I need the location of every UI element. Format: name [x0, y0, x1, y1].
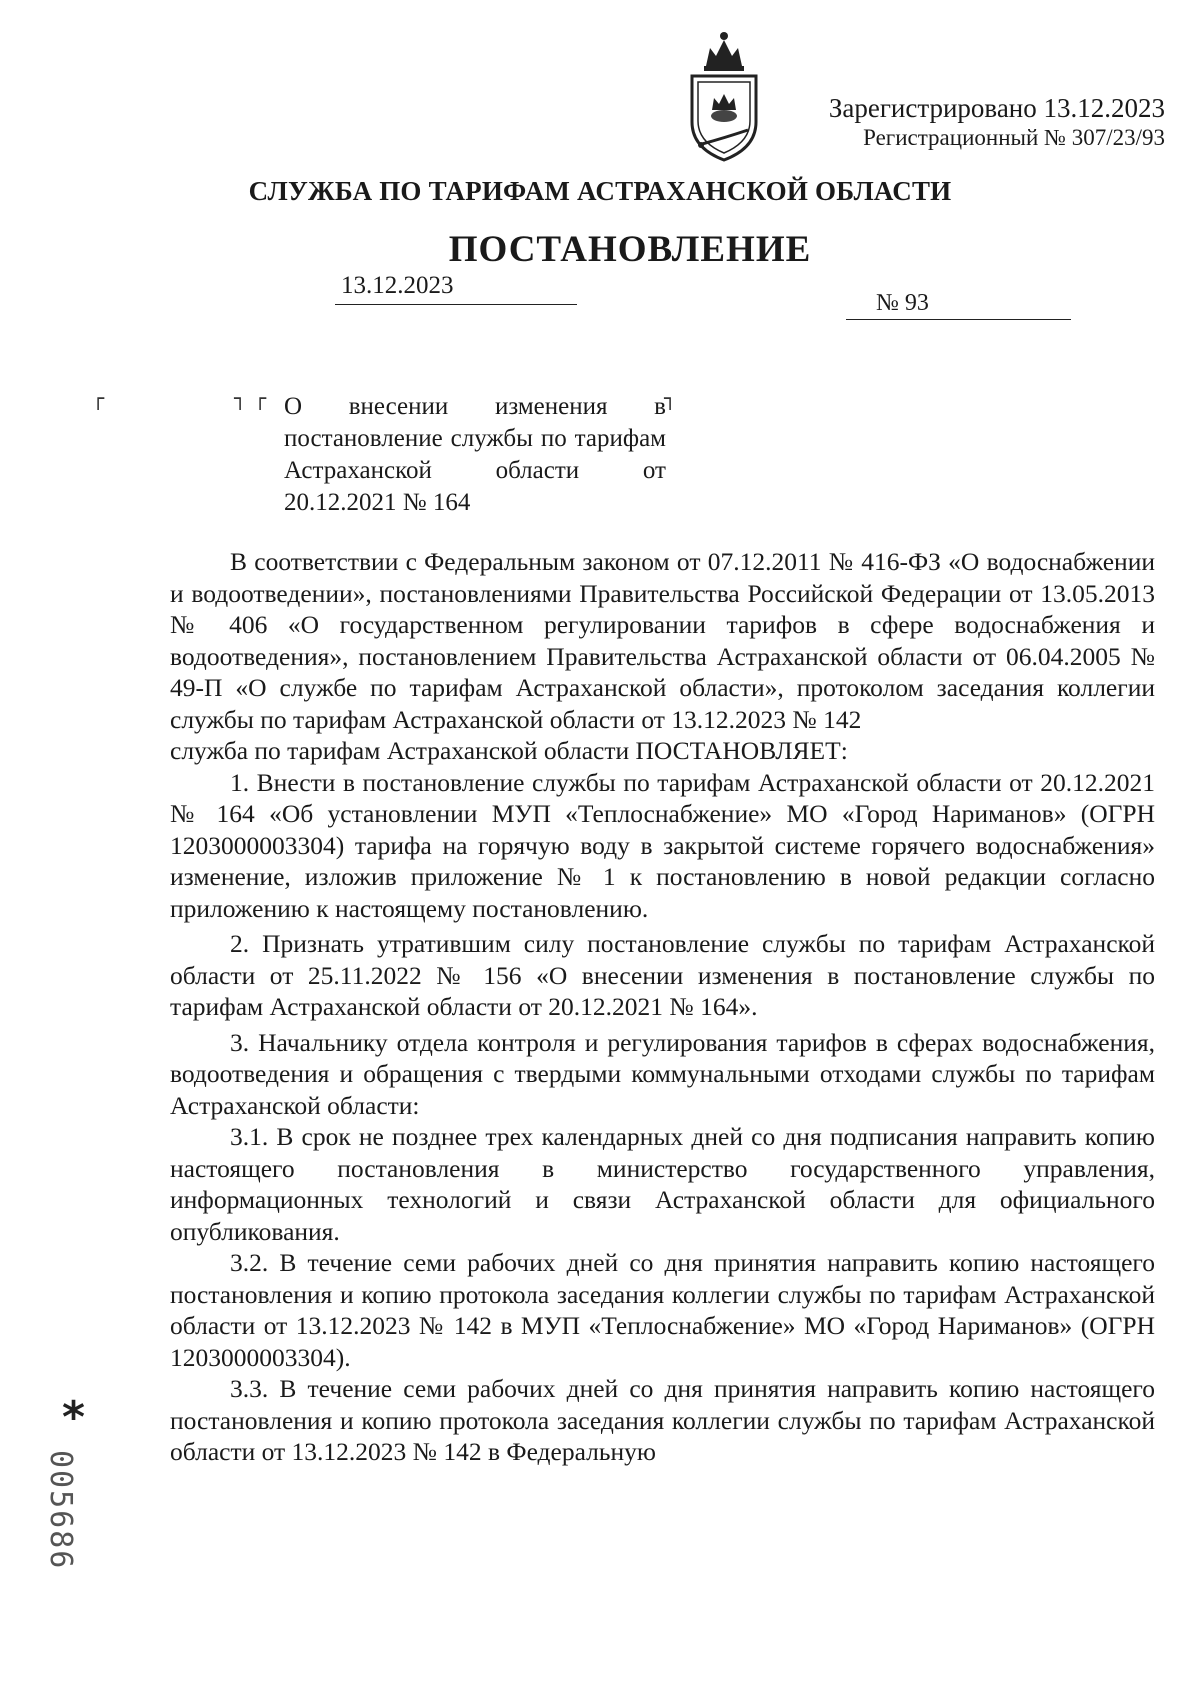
resolves-line: служба по тарифам Астраханской области ПОСТАНОВЛЯЕТ:	[170, 736, 848, 765]
paragraph-2: 2. Признать утратившим силу постановление службы по тарифам Астраханской области от 25.11.2022 № 156 «О внесении изменения в постановление службы по тарифам Астраханской области от 20.12.2021 № 164».	[170, 929, 1155, 1021]
document-body	[170, 546, 1155, 1468]
document-number: № 93	[846, 290, 1071, 320]
corner-bracket-right: ┐	[664, 386, 677, 410]
paragraph-3: 3. Начальнику отдела контроля и регулирования тарифов в сферах водоснабжения, водоотведения и обращения с твердыми коммунальными отходами службы по тарифам Астраханской области:	[170, 1027, 1155, 1120]
document-type: ПОСТАНОВЛЕНИЕ	[448, 229, 812, 270]
registration-date: Зарегистрировано 13.12.2023	[828, 93, 1165, 123]
paragraph-3-1: 3.1. В срок не позднее трех календарных дней со дня подписания направить копию настоящего постановления в министерство государственного управления, информационных технологий и связи Астраханской области для официального опубликования.	[170, 1122, 1155, 1246]
margin-asterisk: *	[62, 1392, 86, 1443]
coat-of-arms-emblem	[676, 26, 772, 168]
paragraph-3-2: 3.2. В течение семи рабочих дней со дня принятия направить копию настоящего постановления и копию протокола заседания коллегии службы по тарифам Астраханской области от 13.12.2023 № 142 в МУП «Теплоснабжение» МО «Город Нариманов» (ОГРН 1203000003304).	[170, 1248, 1155, 1372]
document-date: 13.12.2023	[335, 272, 577, 305]
agency-name: СЛУЖБА ПО ТАРИФАМ АСТРАХАНСКОЙ ОБЛАСТИ	[248, 176, 952, 206]
margin-serial-number: 005686	[43, 1450, 78, 1571]
paragraph-3-3: 3.3. В течение семи рабочих дней со дня принятия направить копию настоящего постановления и копию протокола заседания коллегии службы по тарифам Астраханской области от 13.12.2023 № 142 в Федеральную	[170, 1374, 1155, 1466]
registration-block	[775, 92, 1165, 152]
paragraph-1: 1. Внести в постановление службы по тарифам Астраханской области от 20.12.2021 № 164 «Об установлении МУП «Теплоснабжение» МО «Город Нариманов» (ОГРН 1203000003304) тарифа на горячую воду в закрытой системе горячего водоснабжения» изменение, изложив приложение № 1 к постановлению в новой редакции согласно приложению к настоящему постановлению.	[170, 767, 1155, 923]
corner-bracket-inner-right: ┐	[234, 386, 247, 410]
corner-bracket-inner-left: ┌	[254, 386, 267, 410]
document-subject: О внесении изменения в постановление службы по тарифам Астраханской области от 20.12.2021 № 164	[284, 393, 666, 516]
corner-bracket-left: ┌	[92, 386, 105, 410]
registration-number: Регистрационный № 307/23/93	[863, 125, 1165, 150]
preamble-paragraph: В соответствии с Федеральным законом от 07.12.2011 № 416-ФЗ «О водоснабжении и водоотведении», постановлениями Правительства Российской Федерации от 13.05.2013 № 406 «О государственном регулировании тарифов в сфере водоснабжения и водоотведения», постановлением Правительства Астраханской области от 06.04.2005 № 49-П «О службе по тарифам Астраханской области», протоколом заседания коллегии службы по тарифам Астраханской области от 13.12.2023 № 142	[170, 547, 1155, 734]
